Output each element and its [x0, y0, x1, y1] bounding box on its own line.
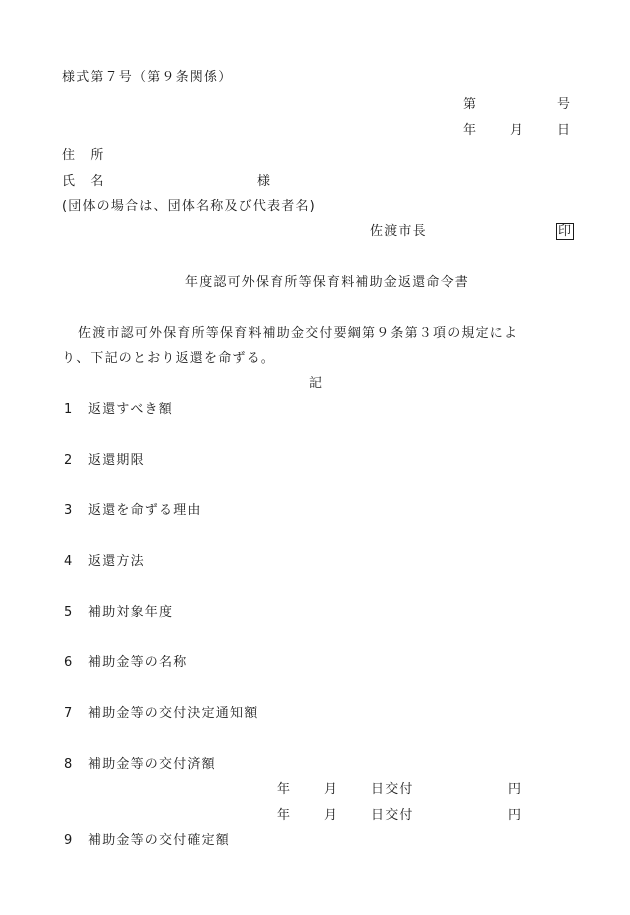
- item-number: 8: [64, 757, 74, 772]
- honorific: 様: [257, 174, 272, 189]
- payment-1-day-issue: 日交付: [371, 782, 414, 797]
- item-label: 返還すべき額: [88, 402, 173, 417]
- seal-mark: [556, 223, 574, 240]
- address-label: 住 所: [62, 148, 105, 163]
- item-label: 補助金等の名称: [88, 655, 188, 670]
- list-item: [64, 605, 173, 621]
- payment-2-day-issue: 日交付: [371, 808, 414, 823]
- item-number: 4: [64, 554, 74, 569]
- list-item: [64, 757, 216, 773]
- seal-text: 印: [558, 224, 573, 239]
- item-label: 返還を命ずる理由: [88, 503, 202, 518]
- list-item: [64, 833, 230, 849]
- item-number: 9: [64, 833, 74, 848]
- list-item: [64, 453, 145, 469]
- doc-number-suffix: 号: [557, 97, 572, 112]
- payment-2-yen: 円: [508, 808, 523, 823]
- body-line-1: 佐渡市認可外保育所等保育料補助金交付要綱第９条第３項の規定によ: [78, 326, 519, 341]
- list-item: [64, 554, 145, 570]
- group-note: (団体の場合は、団体名称及び代表者名): [62, 199, 316, 214]
- payment-2-year: 年: [277, 808, 292, 823]
- form-number: 様式第７号（第９条関係）: [62, 70, 233, 85]
- payment-1-yen: 円: [508, 782, 523, 797]
- item-number: 2: [64, 453, 74, 468]
- payment-1-month: 月: [324, 782, 339, 797]
- item-number: 5: [64, 605, 74, 620]
- date-month: 月: [510, 123, 525, 138]
- list-item: [64, 402, 173, 418]
- item-label: 返還期限: [88, 453, 145, 468]
- doc-number-prefix: 第: [463, 97, 478, 112]
- list-item: [64, 503, 202, 519]
- item-label: 補助金等の交付決定通知額: [88, 706, 259, 721]
- item-label: 補助対象年度: [88, 605, 174, 620]
- item-number: 3: [64, 503, 74, 518]
- ki-mark: 記: [309, 376, 324, 391]
- date-day: 日: [557, 123, 572, 138]
- item-number: 1: [64, 402, 74, 417]
- item-number: 6: [64, 655, 74, 670]
- payment-2-month: 月: [324, 808, 339, 823]
- document-title: 年度認可外保育所等保育料補助金返還命令書: [185, 275, 470, 290]
- payment-1-year: 年: [277, 782, 292, 797]
- item-label: 補助金等の交付確定額: [88, 833, 231, 848]
- issuer-title: 佐渡市長: [370, 224, 427, 239]
- item-number: 7: [64, 706, 74, 721]
- list-item: [64, 655, 187, 671]
- list-item: [64, 706, 258, 722]
- name-label: 氏 名: [62, 174, 105, 189]
- item-label: 補助金等の交付済額: [88, 757, 216, 772]
- body-line-2: り、下記のとおり返還を命ずる。: [62, 351, 276, 366]
- item-label: 返還方法: [88, 554, 145, 569]
- date-year: 年: [463, 123, 478, 138]
